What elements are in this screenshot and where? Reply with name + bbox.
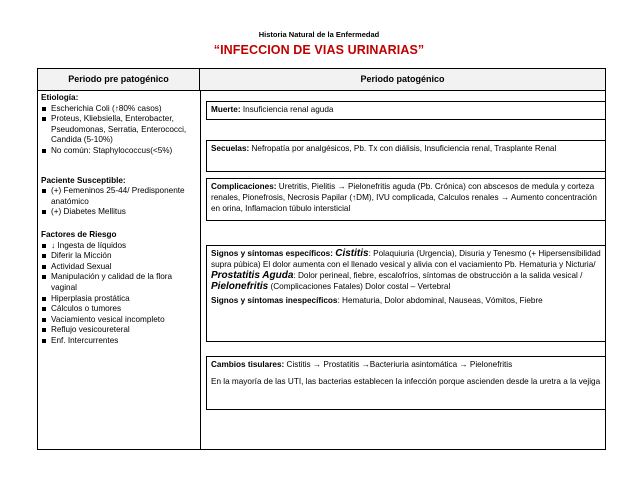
table-header-row	[38, 69, 605, 91]
list-item: Actividad Sexual	[41, 262, 198, 273]
list-item: (+) Femeninos 25-44/ Predisponente anatómico	[41, 186, 198, 207]
list-item: Proteus, Kliebsiella, Enterobacter, Pseudomonas, Serratia, Enterococci, Candida (5-10%)	[41, 114, 198, 146]
pyelonephritis-text: (Complicaciones Fatales) Dolor costal – Vertebral	[268, 282, 451, 291]
specific-symptoms-label: Signos y síntomas específicos:	[211, 249, 333, 258]
nonspecific-symptoms	[211, 295, 601, 306]
risk-factors-title: Factores de Riesgo	[41, 229, 117, 239]
death-label: Muerte:	[211, 105, 241, 114]
prostatitis-label: Prostatitis Aguda	[211, 270, 294, 281]
prepatogenic-column	[41, 93, 198, 346]
tissue-changes-label: Cambios tisulares:	[211, 360, 285, 369]
nonspecific-symptoms-label: Signos y síntomas inespecíficos	[211, 296, 338, 305]
sequelae-label: Secuelas:	[211, 144, 250, 153]
complications-label: Complicaciones:	[211, 182, 277, 191]
list-item: Hiperplasia prostática	[41, 294, 198, 305]
susceptible-patient-list	[41, 186, 198, 218]
header-patogenic: Periodo patogénico	[360, 74, 445, 84]
column-divider	[200, 90, 201, 449]
tissue-changes-note: En la mayoría de las UTI, las bacterias establecen la infección porque ascienden desde la uretra a la vejiga	[211, 377, 601, 386]
death-box	[206, 101, 606, 120]
document-subtitle: Historia Natural de la Enfermedad	[258, 30, 380, 39]
list-item: Reflujo vesicoureteral	[41, 325, 198, 336]
cystitis-text: : Polaquiuria (Urgencia), Disuria y Tenesmo (+ Hipersensibilidad supra púbica) El dolor aumenta con el llenado vesical y alivia con el vaciamiento Pb. Hematuria y Nicturia/	[211, 249, 601, 269]
death-text: Insuficiencia renal aguda	[240, 105, 334, 114]
complications-box	[206, 178, 606, 221]
list-item: Cálculos o tumores	[41, 304, 198, 315]
header-prepatogenic: Periodo pre patogénico	[38, 69, 200, 90]
list-item: No común: Staphylococcus(<5%)	[41, 146, 198, 157]
prostatitis-text: : Dolor perineal, fiebre, escalofríos, síntomas de obstrucción a la salida vesical /	[293, 271, 583, 280]
nonspecific-symptoms-text: : Hematuria, Dolor abdominal, Nauseas, Vómitos, Fiebre	[337, 296, 543, 305]
list-item: Escherichia Coli (↑80% casos)	[41, 104, 198, 115]
risk-factors-list	[41, 241, 198, 347]
sequelae-text: Nefropatía por analgésicos, Pb. Tx con diálisis, Insuficiencia renal, Trasplante Renal	[249, 144, 557, 153]
etiology-title: Etiología:	[41, 93, 79, 102]
tissue-changes-box	[206, 356, 606, 410]
list-item: Enf. Intercurrentes	[41, 336, 198, 347]
pyelonephritis-label: Pielonefritis	[211, 281, 269, 292]
susceptible-patient-title: Paciente Susceptible:	[41, 175, 126, 185]
list-item: (+) Diabetes Mellitus	[41, 207, 198, 218]
sequelae-box	[206, 140, 606, 172]
tissue-changes-text: Cistitis → Prostatitis →Bacteriuria asintomática → Pielonefritis	[284, 360, 513, 369]
symptoms-box	[206, 245, 606, 342]
list-item: Vaciamiento vesical incompleto	[41, 315, 198, 326]
complications-text: Uretritis, Pielitis → Pielonefritis aguda (Pb. Crónica) con abscesos de medula y corteza renales, Pionefrosis, Necrosis Papilar (↑DM), IVU complicada, Calculos renales → Aumento concentración en orina, Inflamacion túbulo intersticial	[211, 182, 597, 213]
etiology-list	[41, 104, 198, 157]
cystitis-label: Cistitis	[335, 248, 369, 259]
list-item: Diferir la Micción	[41, 251, 198, 262]
document-title: “INFECCION DE VIAS URINARIAS”	[213, 43, 425, 57]
list-item: ↓ Ingesta de líquidos	[41, 241, 198, 252]
list-item: Manipulación y calidad de la flora vaginal	[41, 272, 198, 293]
